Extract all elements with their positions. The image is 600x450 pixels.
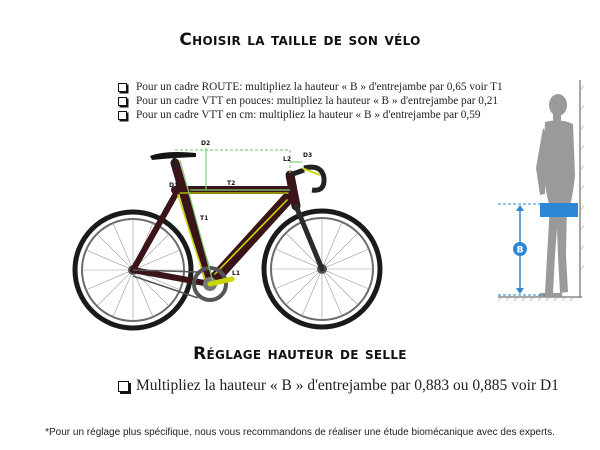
label-t1: T1	[200, 215, 209, 222]
checkbox-icon	[118, 381, 129, 392]
label-d3: D3	[303, 152, 313, 159]
page-title: Choisir la taille de son vélo	[179, 30, 421, 50]
section-title-saddle-height: Réglage hauteur de selle	[193, 344, 407, 364]
rule-text: Pour un cadre VTT en cm: multipliez la hauteur « B » d'entrejambe par 0,59	[136, 109, 481, 121]
label-t2: T2	[227, 180, 236, 187]
label-l2: L2	[283, 156, 291, 163]
rule-text: Pour un cadre VTT en pouces: multipliez la hauteur « B » d'entrejambe par 0,21	[136, 95, 499, 107]
rule-text: Pour un cadre ROUTE: multipliez la hauteur « B » d'entrejambe par 0,65 voir T1	[136, 81, 503, 93]
label-d2: D2	[201, 140, 211, 147]
person-silhouette	[536, 94, 575, 297]
saddle-block	[540, 203, 578, 217]
label-l1: L1	[232, 270, 240, 277]
rule-text: Multipliez la hauteur « B » d'entrejambe par 0,883 ou 0,885 voir D1	[136, 377, 559, 394]
footnote: *Pour un réglage plus spécifique, nous vous recommandons de réaliser une étude biomécanique avec des experts.	[45, 427, 555, 438]
inseam-b-label: B	[516, 245, 524, 256]
rule-saddle-height	[118, 377, 559, 395]
label-d1: D1	[169, 182, 179, 189]
